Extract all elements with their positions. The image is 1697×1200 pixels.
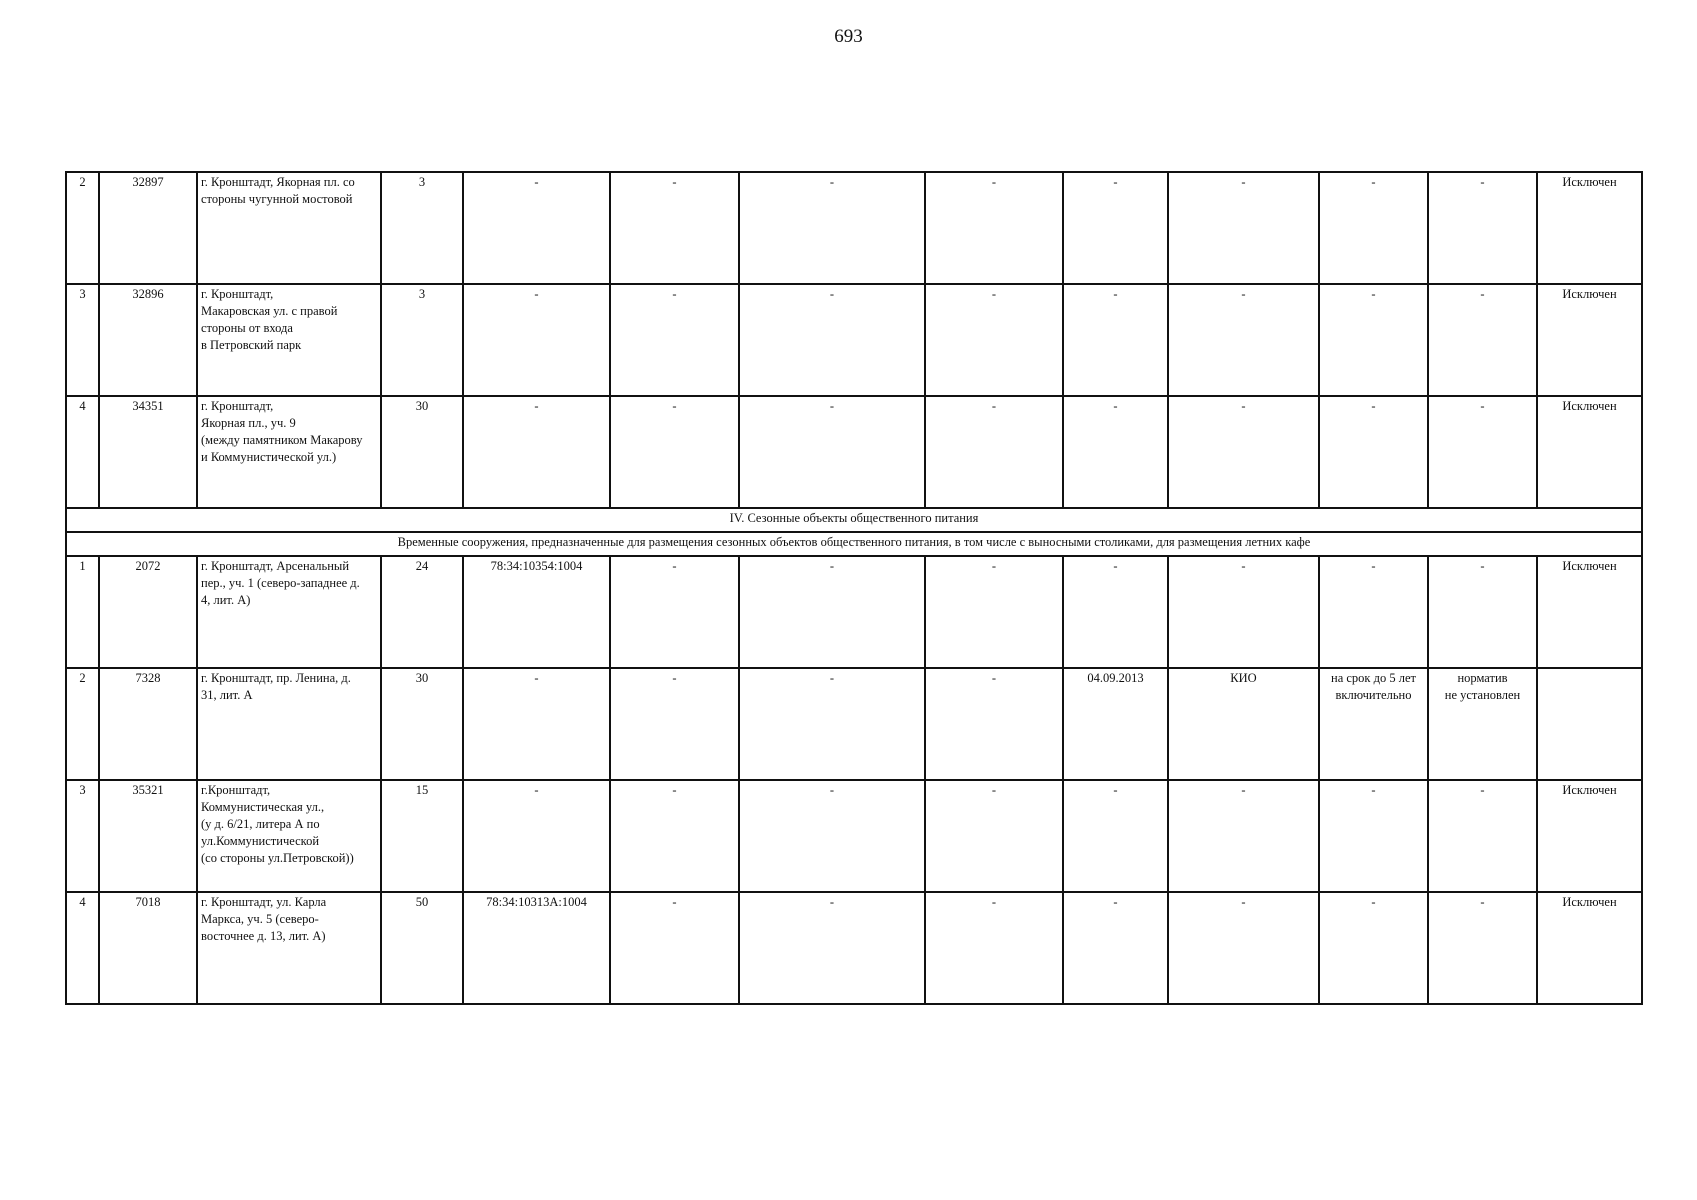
section-subtitle-row: [66, 532, 1642, 556]
cell-status: Исключен: [1537, 284, 1642, 396]
cell-column-7: -: [739, 172, 925, 284]
cell-term: -: [1319, 172, 1428, 284]
cell-cadastral-number: -: [463, 172, 610, 284]
cell-term: -: [1319, 284, 1428, 396]
cell-norm: -: [1428, 556, 1537, 668]
cell-row-number: 4: [66, 396, 99, 508]
cell-authority: -: [1168, 172, 1319, 284]
cell-column-6: -: [610, 556, 739, 668]
cell-status: Исключен: [1537, 556, 1642, 668]
cell-term: -: [1319, 556, 1428, 668]
cell-status: [1537, 668, 1642, 780]
cell-decision-date: 04.09.2013: [1063, 668, 1168, 780]
cell-norm: норматив не установлен: [1428, 668, 1537, 780]
register-table: [65, 171, 1643, 1005]
cell-registry-number: 2072: [99, 556, 197, 668]
cell-registry-number: 35321: [99, 780, 197, 892]
cell-row-number: 3: [66, 284, 99, 396]
cell-seats-count: 3: [381, 172, 463, 284]
cell-column-8: -: [925, 396, 1063, 508]
cell-cadastral-number: -: [463, 780, 610, 892]
section-header: [66, 508, 1642, 556]
section-title-row: [66, 508, 1642, 532]
table-block-2: [66, 556, 1642, 1004]
cell-cadastral-number: 78:34:10354:1004: [463, 556, 610, 668]
cell-authority: КИО: [1168, 668, 1319, 780]
cell-norm: -: [1428, 780, 1537, 892]
cell-decision-date: -: [1063, 892, 1168, 1004]
page-number: 693: [834, 26, 863, 47]
cell-column-6: -: [610, 284, 739, 396]
section-subtitle: Временные сооружения, предназначенные для размещения сезонных объектов общественного питания, в том числе с выносными столиками, для размещения летних кафе: [66, 532, 1642, 556]
cell-column-6: -: [610, 780, 739, 892]
cell-row-number: 3: [66, 780, 99, 892]
cell-norm: -: [1428, 284, 1537, 396]
cell-decision-date: -: [1063, 172, 1168, 284]
cell-row-number: 1: [66, 556, 99, 668]
table-row: [66, 780, 1642, 892]
cell-authority: -: [1168, 396, 1319, 508]
table-row: [66, 556, 1642, 668]
cell-seats-count: 50: [381, 892, 463, 1004]
cell-term: -: [1319, 892, 1428, 1004]
cell-authority: -: [1168, 780, 1319, 892]
cell-column-7: -: [739, 892, 925, 1004]
table-row: [66, 892, 1642, 1004]
cell-column-8: -: [925, 780, 1063, 892]
table-row: [66, 172, 1642, 284]
cell-column-7: -: [739, 556, 925, 668]
cell-status: Исключен: [1537, 396, 1642, 508]
cell-column-8: -: [925, 892, 1063, 1004]
cell-term: -: [1319, 396, 1428, 508]
cell-status: Исключен: [1537, 892, 1642, 1004]
cell-column-6: -: [610, 172, 739, 284]
cell-address: г. Кронштадт, Арсенальный пер., уч. 1 (северо-западнее д. 4, лит. А): [197, 556, 381, 668]
cell-status: Исключен: [1537, 172, 1642, 284]
cell-decision-date: -: [1063, 556, 1168, 668]
cell-seats-count: 30: [381, 668, 463, 780]
cell-norm: -: [1428, 172, 1537, 284]
cell-seats-count: 15: [381, 780, 463, 892]
cell-column-8: -: [925, 172, 1063, 284]
cell-column-7: -: [739, 780, 925, 892]
cell-address: г.Кронштадт, Коммунистическая ул., (у д. 6/21, литера А по ул.Коммунистической (со стороны ул.Петровской)): [197, 780, 381, 892]
cell-term: -: [1319, 780, 1428, 892]
cell-authority: -: [1168, 892, 1319, 1004]
cell-address: г. Кронштадт, пр. Ленина, д. 31, лит. А: [197, 668, 381, 780]
cell-registry-number: 32896: [99, 284, 197, 396]
cell-address: г. Кронштадт, Якорная пл. со стороны чугунной мостовой: [197, 172, 381, 284]
cell-authority: -: [1168, 556, 1319, 668]
table-row: [66, 668, 1642, 780]
cell-seats-count: 24: [381, 556, 463, 668]
cell-address: г. Кронштадт, ул. Карла Маркса, уч. 5 (северо- восточнее д. 13, лит. А): [197, 892, 381, 1004]
cell-column-7: -: [739, 284, 925, 396]
cell-status: Исключен: [1537, 780, 1642, 892]
cell-seats-count: 30: [381, 396, 463, 508]
cell-cadastral-number: -: [463, 284, 610, 396]
cell-registry-number: 7328: [99, 668, 197, 780]
cell-row-number: 2: [66, 668, 99, 780]
cell-registry-number: 32897: [99, 172, 197, 284]
cell-seats-count: 3: [381, 284, 463, 396]
cell-registry-number: 34351: [99, 396, 197, 508]
cell-column-6: -: [610, 892, 739, 1004]
cell-row-number: 4: [66, 892, 99, 1004]
cell-row-number: 2: [66, 172, 99, 284]
cell-column-6: -: [610, 396, 739, 508]
cell-column-6: -: [610, 668, 739, 780]
cell-column-7: -: [739, 396, 925, 508]
cell-cadastral-number: -: [463, 668, 610, 780]
table-row: [66, 284, 1642, 396]
cell-authority: -: [1168, 284, 1319, 396]
cell-address: г. Кронштадт, Якорная пл., уч. 9 (между памятником Макарову и Коммунистической ул.): [197, 396, 381, 508]
cell-term: на срок до 5 лет включительно: [1319, 668, 1428, 780]
cell-decision-date: -: [1063, 396, 1168, 508]
cell-column-8: -: [925, 284, 1063, 396]
section-title: IV. Сезонные объекты общественного питания: [66, 508, 1642, 532]
cell-column-8: -: [925, 556, 1063, 668]
cell-column-7: -: [739, 668, 925, 780]
table-block-1: [66, 172, 1642, 508]
cell-cadastral-number: -: [463, 396, 610, 508]
cell-registry-number: 7018: [99, 892, 197, 1004]
cell-decision-date: -: [1063, 780, 1168, 892]
cell-column-8: -: [925, 668, 1063, 780]
cell-decision-date: -: [1063, 284, 1168, 396]
cell-norm: -: [1428, 396, 1537, 508]
cell-address: г. Кронштадт, Макаровская ул. с правой стороны от входа в Петровский парк: [197, 284, 381, 396]
cell-cadastral-number: 78:34:10313А:1004: [463, 892, 610, 1004]
cell-norm: -: [1428, 892, 1537, 1004]
table-row: [66, 396, 1642, 508]
